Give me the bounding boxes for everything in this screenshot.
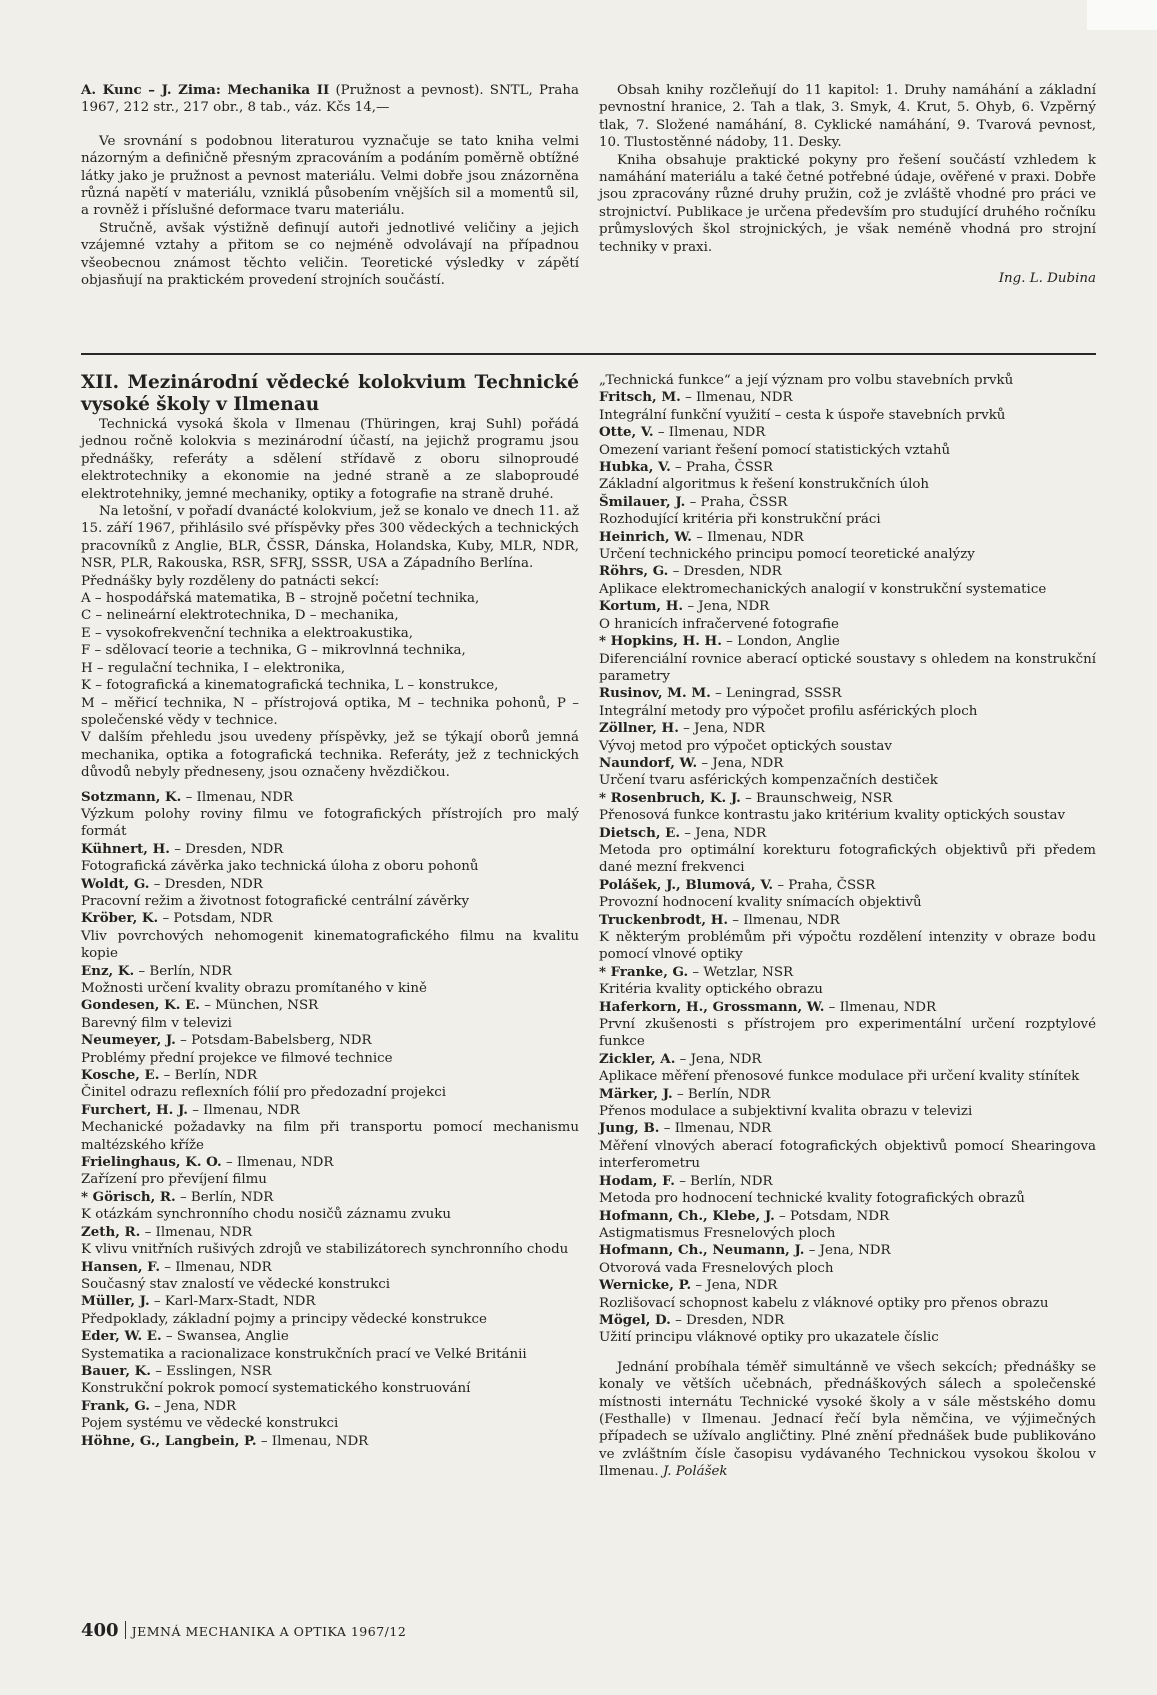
lecture-author-line [599,563,1096,580]
review-paragraph-2: Stručně, avšak výstižně definují autoři jednotlivé veličiny a jejich vzájemné vztahy a přitom se co nejméně odvolávají na případnou všeobecnou známost těchto veličin. Teoretické výsledky v zápětí objasňují na praktickém provedení strojních součástí. [81,220,579,289]
lecture-author: Furchert, H. J. [81,1101,188,1118]
lecture-title: Barevný film v televizi [81,1015,232,1031]
lecture-author-line [599,598,1096,615]
lecture-entry [81,1363,579,1398]
review-citation-details: (Pružnost a pevnost). SNTL, Praha 1967, 212 str., 217 obr., 8 tab., váz. Kčs 14,— [81,83,579,116]
lecture-author-line [81,1067,579,1084]
lecture-author-line [81,910,579,927]
lecture-entry [599,1086,1096,1121]
lecture-place: – Praha, ČSSR [685,494,788,510]
section-list-line: K – fotografická a kinematografická technika, L – konstrukce, [81,678,499,694]
article-column-right [599,372,1096,1481]
lecture-author: Dietsch, E. [599,824,681,841]
lecture-author-line [81,1032,579,1049]
lecture-title: K otázkám synchronního chodu nosičů záznamu zvuku [81,1207,452,1223]
lecture-place: – Praha, ČSSR [670,460,773,476]
lecture-entry [81,1154,579,1189]
lecture-title: K vlivu vnitřních rušivých zdrojů ve stabilizátorech synchronního chodu [81,1242,569,1258]
lecture-place: – Swansea, Anglie [161,1329,289,1345]
lecture-place: – Jena, NDR [675,1051,762,1067]
lecture-author-line [81,1102,579,1119]
article-closing-text: Jednání probíhala téměř simultánně ve všech sekcích; přednášky se konaly ve větších učebnách, přednáškových sálech a společenské místnosti internátu Technické vysoké školy a v sále městského domu (Festhalle) v Ilmenau. Jednací řečí byla němčina, ve výjimečných případech se užívalo angličtiny. Plné znění přednášek bude publikováno ve zvláštním čísle časopisu vydávaného Technickou vysokou školou v Ilmenau. [599,1359,1096,1480]
lecture-entry [599,964,1096,999]
lecture-author-line [599,720,1096,737]
lecture-place: – Ilmenau, NDR [221,1155,334,1171]
article-intro-3: V dalším přehledu jsou uvedeny příspěvky, jež se týkají oborů jemná mechanika, optika a fotografická technika. Referáty, jež z technických důvodů nebyly předneseny, jsou označeny hvězdičkou. [81,730,579,781]
lecture-title: Užití principu vláknové optiky pro ukazatele číslic [599,1330,939,1346]
lecture-author: Müller, J. [81,1293,150,1310]
lecture-place: – Berlín, NDR [175,1189,274,1205]
article-closing [599,1359,1096,1481]
lecture-author-line [81,963,579,980]
lecture-place: – Potsdam-Babelsberg, NDR [175,1033,372,1049]
lecture-entry [81,876,579,911]
lecture-entry [599,790,1096,825]
lecture-place: – Ilmenau, NDR [653,425,766,441]
section-list [81,590,579,729]
lecture-entry [599,912,1096,964]
lecture-title: K některým problémům při výpočtu rozdělení intenzity v obraze bodu pomocí vlnové optiky [599,930,1096,963]
lecture-author-line [81,1328,579,1345]
lecture-author-line [81,1398,579,1415]
lecture-place: – Ilmenau, NDR [140,1224,253,1240]
lecture-place: – Ilmenau, NDR [659,1121,772,1137]
lecture-place: – Potsdam, NDR [774,1208,890,1224]
lecture-author-line [81,841,579,858]
lecture-author: Bauer, K. [81,1362,151,1379]
lecture-author: Neumeyer, J. [81,1032,176,1049]
lecture-place: – Karl-Marx-Stadt, NDR [149,1294,316,1310]
lecture-title: O hranicích infračervené fotografie [599,616,839,632]
lecture-author-line [599,1086,1096,1103]
lecture-author: Fritsch, M. [599,389,681,406]
lecture-author: * Hopkins, H. H. [599,633,722,650]
lecture-author-line [599,494,1096,511]
lecture-entry [81,1102,579,1154]
lecture-author: Hodam, F. [599,1172,675,1189]
lecture-entry [599,424,1096,459]
lecture-title: První zkušenosti s přístrojem pro experimentální určení rozptylové funkce [599,1017,1096,1050]
page-corner [1087,0,1157,30]
lecture-entry [599,1277,1096,1312]
lecture-entry [599,598,1096,633]
lecture-title: Integrální metody pro výpočet profilu asférických ploch [599,703,978,719]
lecture-author: Hansen, F. [81,1258,161,1275]
lecture-place: – Dresden, NDR [169,841,284,857]
article-closing-signature: J. Polášek [662,1464,728,1480]
lecture-author-line [81,1154,579,1171]
lecture-place: – Dresden, NDR [149,876,263,892]
lecture-title: Možnosti určení kvality obrazu promítaného v kině [81,981,427,996]
lecture-place: – Potsdam, NDR [158,911,273,927]
lecture-place: – Jena, NDR [804,1243,891,1259]
lecture-title: Pracovní režim a životnost fotografické centrální závěrky [81,893,470,909]
lecture-author-line [599,1312,1096,1329]
lecture-title: Problémy přední projekce ve filmové technice [81,1050,393,1066]
section-list-line: H – regulační technika, I – elektronika, [81,660,346,676]
lecture-entry [599,1051,1096,1086]
lecture-place: – Ilmenau, NDR [691,529,804,545]
review-citation [81,82,579,117]
section-list-line: M – měřicí technika, N – přístrojová optika, M – technika pohonů, P – společenské vědy v technice. [81,695,579,728]
lecture-place: – Berlín, NDR [159,1068,258,1084]
lecture-title: Integrální funkční využití – cesta k úspoře stavebních prvků [599,407,1006,423]
lecture-entry [599,1312,1096,1347]
lecture-author: Otte, V. [599,424,654,441]
lecture-place: – Praha, ČSSR [773,877,876,893]
lecture-entry [81,841,579,876]
lecture-entry [81,1328,579,1363]
lecture-entry [81,1067,579,1102]
review-paragraph-4: Kniha obsahuje praktické pokyny pro řešení součástí vzhledem k namáhání materiálu a také četné potřebné údaje, ověřené v praxi. Dobře jsou zpracovány různé druhy pružin, což je zvláště vhodné pro práci ve strojnictví. Publikace je určena především pro studující druhého ročníku průmyslových škol strojnických, je však neméně vhodná pro strojní techniky v praxi. [599,152,1096,255]
lecture-author: Kortum, H. [599,598,684,615]
lecture-entry [599,1120,1096,1172]
lecture-author: Šmilauer, J. [599,493,686,510]
section-list-line: C – nelineární elektrotechnika, D – mechanika, [81,608,399,624]
lecture-place: – Ilmenau, NDR [181,789,294,805]
lecture-entry [599,389,1096,424]
lecture-author-line [599,685,1096,702]
lecture-entry [81,1398,579,1433]
lecture-entry [81,1259,579,1294]
section-list-line: F – sdělovací teorie a technika, G – mikrovlnná technika, [81,643,466,659]
lecture-author-line [81,1293,579,1310]
lecture-author-line [81,1189,579,1206]
article-sections-intro: Přednášky byly rozděleny do patnácti sekcí: [81,573,380,589]
lecture-entry [599,825,1096,877]
article-column-left [81,372,579,1450]
lecture-author-line [599,633,1096,650]
lecture-author: Truckenbrodt, H. [599,911,729,928]
lecture-title: Přenos modulace a subjektivní kvalita obrazu v televizi [599,1104,973,1120]
lecture-title: Současný stav znalostí ve vědecké konstrukci [81,1276,391,1292]
lecture-place: – Ilmenau, NDR [187,1102,300,1118]
page-footer [81,1620,406,1641]
lecture-place: – Jena, NDR [149,1398,237,1414]
lecture-place: – München, NSR [199,998,319,1014]
lecture-title: Měření vlnových aberací fotografických objektivů pomocí Shearingova interferometru [599,1138,1096,1172]
lecture-place: – Berlín, NDR [674,1173,773,1189]
lecture-author: Kühnert, H. [81,840,170,857]
lecture-place: – Jena, NDR [697,755,784,771]
lecture-author: Kosche, E. [81,1067,160,1084]
lecture-author-line [599,1051,1096,1068]
lecture-author-line [81,1433,579,1450]
lecture-author-line [81,876,579,893]
lecture-author: Frank, G. [81,1397,150,1414]
lecture-place: – Dresden, NDR [670,1312,785,1328]
lecture-entry [599,685,1096,720]
lecture-author-line [599,459,1096,476]
lecture-list-right [599,389,1096,1346]
lecture-title: Předpoklady, základní pojmy a principy vědecké konstrukce [81,1311,487,1327]
lecture-author-line [599,999,1096,1016]
lecture-entry [599,1173,1096,1208]
lecture-author-line [599,790,1096,807]
lecture-author: Jung, B. [599,1120,660,1137]
lecture-title-continued: „Technická funkce“ a její význam pro volbu stavebních prvků [599,373,1014,388]
lecture-title: Metoda pro hodnocení technické kvality fotografických obrazů [599,1191,1025,1207]
lecture-entry [599,999,1096,1051]
lecture-entry [81,997,579,1032]
lecture-title: Konstrukční pokrok pomocí systematického konstruování [81,1381,471,1397]
section-list-line: A – hospodářská matematika, B – strojně početní technika, [81,591,480,607]
lecture-place: – Ilmenau, NDR [728,912,840,928]
lecture-place: – Ilmenau, NDR [824,999,937,1015]
lecture-author-line [81,1363,579,1380]
lecture-place: – Jena, NDR [691,1278,778,1294]
lecture-entry [599,755,1096,790]
lecture-title: Astigmatismus Fresnelových ploch [599,1225,836,1241]
lecture-place: – Berlín, NDR [134,963,232,979]
lecture-author: Märker, J. [599,1085,673,1102]
lecture-author-line [599,1242,1096,1259]
lecture-author: Frielinghaus, K. O. [81,1154,222,1171]
lecture-author: Höhne, G., Langbein, P. [81,1432,257,1449]
lecture-author: Haferkorn, H., Grossmann, W. [599,998,825,1015]
lecture-place: – Esslingen, NSR [150,1363,272,1379]
lecture-title: Vliv povrchových nehomogenit kinematografického filmu na kvalitu kopie [81,928,579,962]
lecture-author-line [81,997,579,1014]
review-signature: Ing. L. Dubina [998,271,1096,287]
lecture-author: Enz, K. [81,962,135,979]
lecture-author: Zickler, A. [599,1050,676,1067]
article-heading: XII. Mezinárodní vědecké kolokvium Technické vysoké školy v Ilmenau [81,372,579,415]
lecture-place: – London, Anglie [721,634,840,650]
lecture-entry [81,1293,579,1328]
review-column-right [599,82,1096,287]
lecture-title: Omezení variant řešení pomocí statistických vztahů [599,442,951,458]
lecture-author-line [599,1173,1096,1190]
lecture-list-left [81,789,579,1450]
review-paragraph-3: Obsah knihy rozčleňují do 11 kapitol: 1. Druhy namáhání a základní pevnostní hranice, 2. Tah a tlak, 3. Smyk, 4. Krut, 5. Ohyb, 6. Vzpěrný tlak, 7. Složené namáhání, 8. Cyklické namáhání, 9. Tvarová pevnost, 10. Tlustostěnné nádoby, 11. Desky. [599,83,1096,151]
lecture-author: * Görisch, R. [81,1188,176,1205]
lecture-author: Wernicke, P. [599,1277,692,1294]
lecture-place: – Jena, NDR [683,599,770,615]
lecture-entry [81,910,579,962]
lecture-author: Woldt, G. [81,875,150,892]
lecture-author-line [599,1277,1096,1294]
lecture-place: – Ilmenau, NDR [160,1259,272,1275]
lecture-title: Diferenciální rovnice aberací optické soustavy s ohledem na konstrukční parametry [599,651,1096,684]
lecture-title: Systematika a racionalizace konstrukčních prací ve Velké Británii [81,1346,527,1362]
lecture-title: Základní algoritmus k řešení konstrukčních úloh [599,477,930,493]
lecture-place: – Ilmenau, NDR [256,1433,369,1449]
lecture-title: Výzkum polohy roviny filmu ve fotografických přístrojích pro malý formát [81,806,579,840]
section-list-line: E – vysokofrekvenční technika a elektroakustika, [81,625,414,641]
lecture-author: Hofmann, Ch., Klebe, J. [599,1207,775,1224]
lecture-place: – Berlín, NDR [672,1086,771,1102]
lecture-title: Činitel odrazu reflexních fólií pro předozadní projekci [81,1085,446,1101]
lecture-author: Röhrs, G. [599,563,669,580]
lecture-author-line [599,825,1096,842]
lecture-entry [81,1433,579,1450]
lecture-author: * Franke, G. [599,963,689,980]
lecture-place: – Jena, NDR [678,721,766,737]
lecture-place: – Leningrad, SSSR [710,686,842,702]
lecture-entry [599,877,1096,912]
lecture-title: Rozlišovací schopnost kabelu z vláknové optiky pro přenos obrazu [599,1295,1049,1311]
lecture-title: Provozní hodnocení kvality snímacích objektivů [599,895,922,911]
lecture-author-line [599,877,1096,894]
lecture-entry [599,720,1096,755]
lecture-author: Naundorf, W. [599,754,698,771]
lecture-author: Kröber, K. [81,910,159,927]
lecture-title: Vývoj metod pro výpočet optických soustav [599,738,892,754]
lecture-entry [599,633,1096,685]
lecture-place: – Dresden, NDR [668,564,782,580]
lecture-title: Pojem systému ve vědecké konstrukci [81,1416,339,1432]
lecture-title: Určení technického principu pomocí teoretické analýzy [599,547,975,563]
lecture-place: – Wetzlar, NSR [688,964,794,980]
review-paragraph-1: Ve srovnání s podobnou literaturou vyznačuje se tato kniha velmi názorným a definičně přesným zpracováním a podáním poměrně obtížné látky jako je pružnost a pevnost materiálu. Velmi dobře jsou znázorněna různá napětí v materiálu, vzniklá působením vnějších sil a momentů sil, a rovněž i příslušné deformace tvaru materiálu. [81,133,579,219]
lecture-entry [81,1032,579,1067]
lecture-title: Zařízení pro převíjení filmu [81,1172,267,1188]
page-number: 400 [81,1620,119,1641]
lecture-entry [599,529,1096,564]
lecture-entry [81,789,579,841]
lecture-author: Mögel, D. [599,1311,671,1328]
lecture-author-line [599,755,1096,772]
lecture-title: Aplikace elektromechanických analogií v konstrukční systematice [599,581,1047,597]
section-divider [81,353,1096,355]
lecture-entry [81,963,579,998]
lecture-title: Rozhodující kritéria při konstrukční práci [599,512,881,528]
lecture-author: Zöllner, H. [599,720,679,737]
lecture-author-line [81,789,579,806]
lecture-author-line [599,424,1096,441]
lecture-author-line [599,1208,1096,1225]
article-intro-1: Technická vysoká škola v Ilmenau (Thüringen, kraj Suhl) pořádá jednou ročně kolokvia s mezinárodní účastí, na jejichž programu jsou přednášky, referáty a sdělení střídavě z oboru silnoproudé elektrotechniky a ekonomie na jedné straně a ze slaboproudé elektrotehniky, jemné mechaniky, optiky a fotografie na straně druhé. [81,417,579,502]
lecture-author-line [599,964,1096,981]
lecture-author: Eder, W. E. [81,1328,162,1345]
lecture-author-line [81,1259,579,1276]
lecture-place: – Jena, NDR [680,825,767,841]
lecture-title: Aplikace měření přenosové funkce modulace při určení kvality stínítek [599,1069,1080,1085]
lecture-title: Metoda pro optimální korekturu fotografických objektivů při předem dané mezní frekvenci [599,842,1096,876]
lecture-author: Sotzmann, K. [81,788,182,805]
lecture-entry [599,459,1096,494]
lecture-author: Hubka, V. [599,459,671,476]
lecture-author: * Rosenbruch, K. J. [599,789,741,806]
lecture-place: – Braunschweig, NSR [740,790,893,806]
lecture-author: Heinrich, W. [599,528,692,545]
lecture-author: Zeth, R. [81,1223,141,1240]
lecture-author: Rusinov, M. M. [599,685,711,702]
lecture-author: Gondesen, K. E. [81,997,200,1014]
lecture-author-line [81,1224,579,1241]
lecture-author-line [599,912,1096,929]
lecture-title: Kritéria kvality optického obrazu [599,982,823,998]
lecture-title: Určení tvaru asférických kompenzačních destiček [599,773,938,789]
lecture-author-line [599,389,1096,406]
article-intro-2: Na letošní, v pořadí dvanácté kolokvium, jež se konalo ve dnech 11. až 15. září 1967, přihlásilo své příspěvky přes 300 vědeckých a technických pracovníků z Anglie, BLR, ČSSR, Dánska, Holandska, Kuby, MLR, NDR, NSR, PLR, Rakouska, RSR, SFRJ, SSSR, USA a Západního Berlína. [81,504,579,572]
review-citation-author: A. Kunc – J. Zima: Mechanika II [81,82,330,98]
lecture-author-line [599,529,1096,546]
lecture-entry [81,1224,579,1259]
lecture-place: – Ilmenau, NDR [680,390,793,406]
lecture-author: Polášek, J., Blumová, V. [599,876,774,893]
lecture-entry [599,494,1096,529]
lecture-title: Přenosová funkce kontrastu jako kritérium kvality optických soustav [599,808,1066,824]
lecture-title: Fotografická závěrka jako technická úloha z oboru pohonů [81,859,479,875]
journal-name: JEMNÁ MECHANIKA A OPTIKA 1967/12 [131,1624,407,1639]
lecture-entry [599,1208,1096,1243]
lecture-author-line [599,1120,1096,1137]
lecture-title: Mechanické požadavky na film při transportu pomocí mechanismu maltézského kříže [81,1120,579,1153]
review-column-left [81,82,579,289]
lecture-title: Otvorová vada Fresnelových ploch [599,1260,834,1276]
lecture-entry [599,1242,1096,1277]
footer-separator [125,1621,126,1639]
lecture-entry [599,563,1096,598]
lecture-author: Hofmann, Ch., Neumann, J. [599,1242,805,1259]
lecture-entry [81,1189,579,1224]
